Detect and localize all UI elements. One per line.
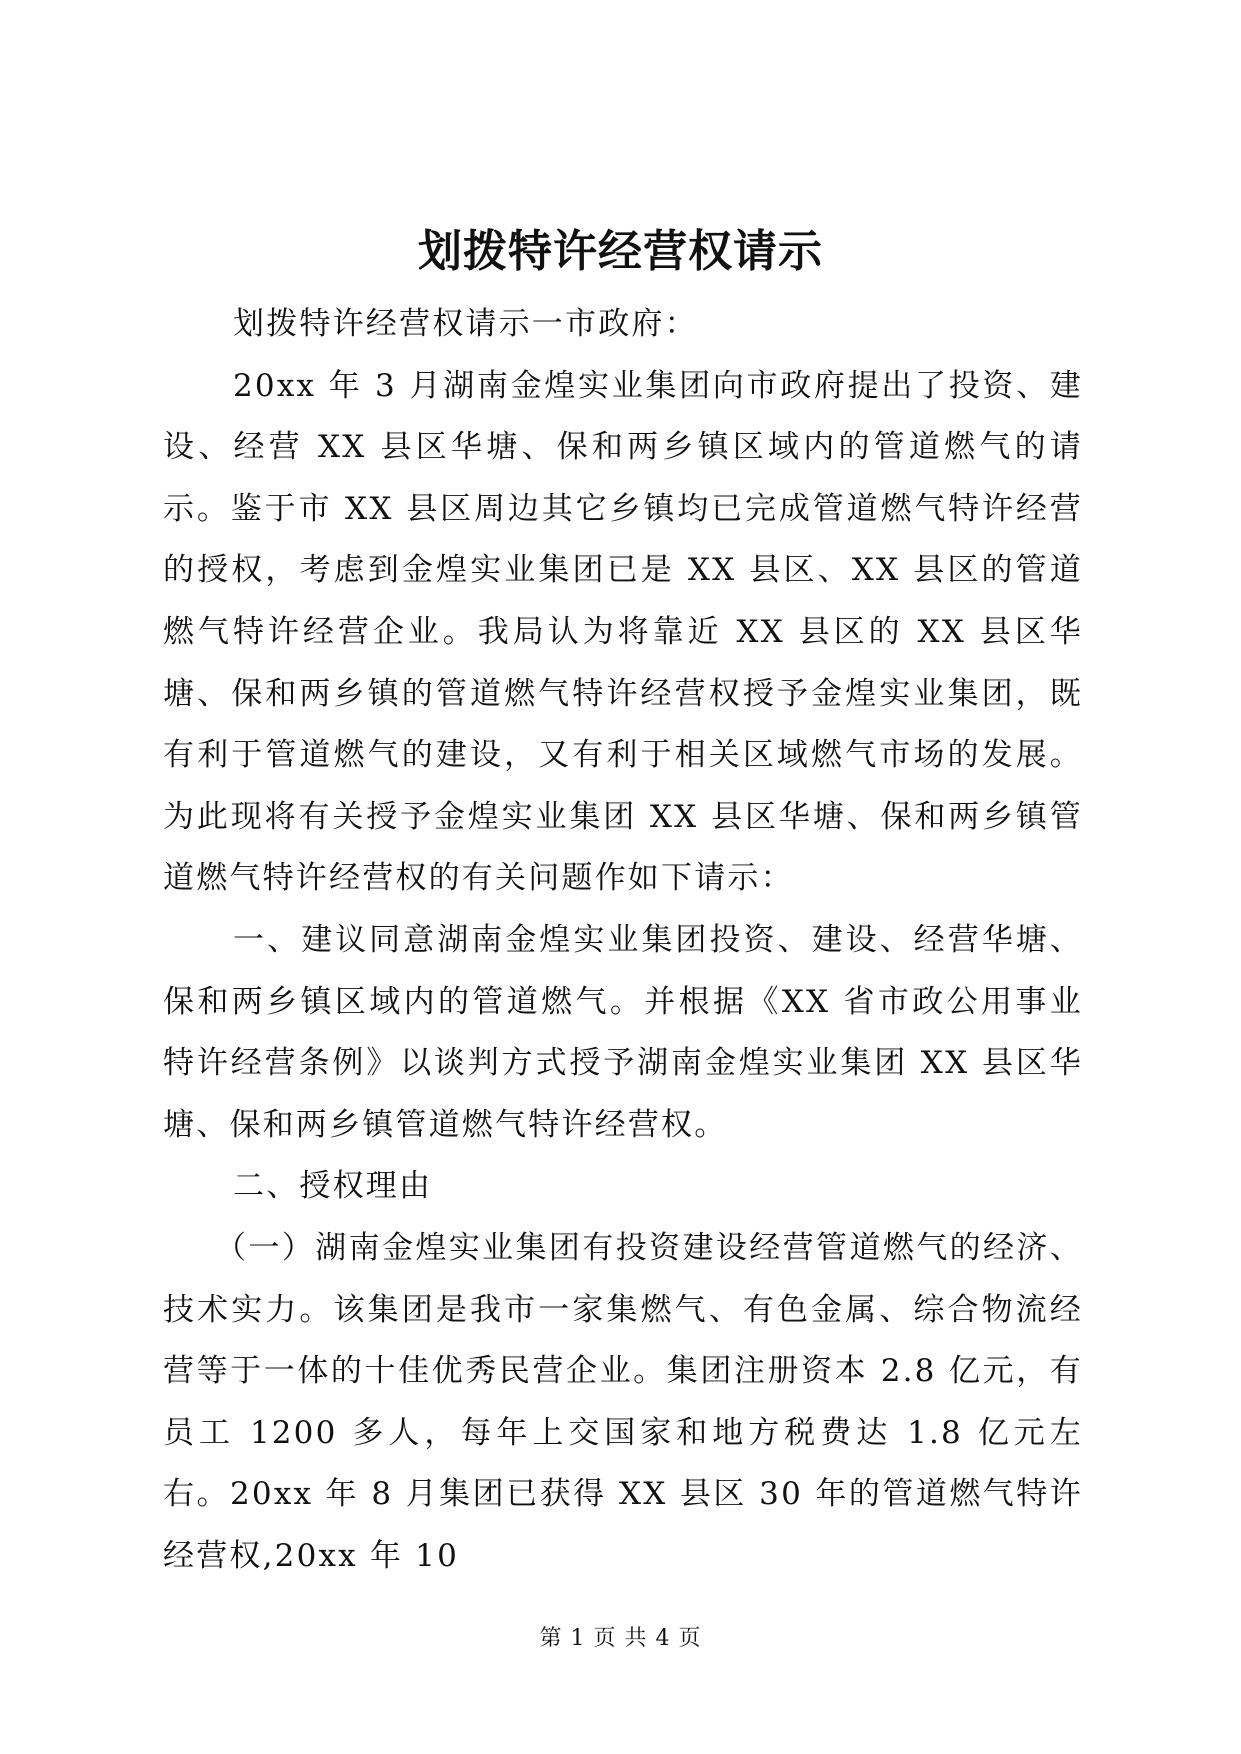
background-paragraph: 20xx 年 3 月湖南金煌实业集团向市政府提出了投资、建设、经营 XX 县区华塘、保和两乡镇区域内的管道燃气的请示。鉴于市 XX 县区周边其它乡镇均已完成管道燃气特许经营的授权，考虑到金煌实业集团已是 XX 县区、XX 县区的管道燃气特许经营企业。我局认为将靠近 XX 县区的 XX 县区华塘、保和两乡镇的管道燃气特许经营权授予金煌实业集团，既有利于管道燃气的建设，又有利于相关区域燃气市场的发展。为此现将有关授予金煌实业集团 XX 县区华塘、保和两乡镇管道燃气特许经营权的有关问题作如下请示： bbox=[163, 367, 1083, 897]
section-heading-reasons: 二、授权理由 bbox=[233, 1168, 433, 1205]
document-body bbox=[163, 294, 1083, 1587]
document-title: 划拨特许经营权请示 bbox=[418, 226, 823, 277]
proposal-paragraph: 一、建议同意湖南金煌实业集团投资、建设、经营华塘、保和两乡镇区域内的管道燃气。并根据《XX 省市政公用事业特许经营条例》以谈判方式授予湖南金煌实业集团 XX 县区华塘、保和两乡镇管道燃气特许经营权。 bbox=[163, 921, 1083, 1143]
reason-one-paragraph: （一）湖南金煌实业集团有投资建设经营管道燃气的经济、技术实力。该集团是我市一家集燃气、有色金属、综合物流经营等于一体的十佳优秀民营企业。集团注册资本 2.8 亿元，有员工 1200 多人，每年上交国家和地方税费达 1.8 亿元左右。20xx 年 8 月集团已获得 XX 县区 30 年的管道燃气特许经营权,20xx 年 10 bbox=[163, 1229, 1083, 1574]
page-footer: 第 1 页 共 4 页 bbox=[539, 1626, 702, 1651]
salutation-paragraph: 划拨特许经营权请示一市政府： bbox=[233, 306, 698, 342]
